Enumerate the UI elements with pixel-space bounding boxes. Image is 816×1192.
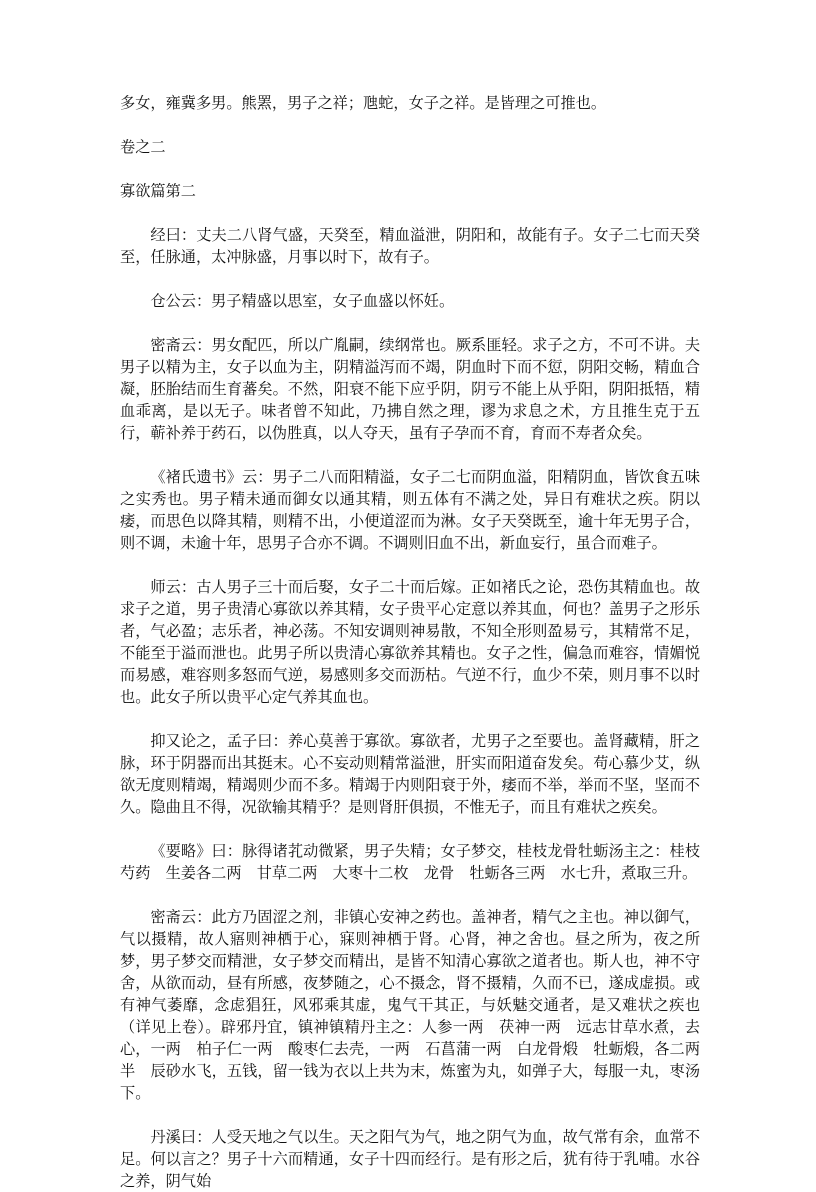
chapter-heading: 寡欲篇第二: [120, 182, 196, 200]
paragraph-closing-line: 多女，雍冀多男。熊罴，男子之祥；虺蛇，女子之祥。是皆理之可推也。: [120, 94, 606, 112]
volume-heading: 卷之二: [120, 138, 166, 156]
paragraph-jing-yue: 经曰：丈夫二八肾气盛，天癸至，精血溢泄，阴阳和，故能有子。女子二七而天癸至，任脉通，太冲脉盛，月事以时下，故有子。: [120, 226, 700, 266]
paragraph-canggong: 仓公云：男子精盛以思室，女子血盛以怀妊。: [150, 292, 455, 310]
paragraph-mizhai-1: 密斋云：男女配匹，所以广胤嗣，续纲常也。厥系匪轻。求子之方，不可不讲。夫男子以精为主，女子以血为主，阴精溢泻而不竭，阴血时下而不愆，阴阳交畅，精血合凝，胚胎结而生育蕃矣。不然，阳衰不能下应乎阴，阴亏不能上从乎阳，阴阳抵牾，精血乖离，是以无子。味者曾不知此，乃拂自然之理，谬为求息之术，方且推生克于五行，蕲补养于药石，以伪胜真，以人夺天，虽有子孕而不育，育而不寿者众矣。: [120, 336, 700, 442]
paragraph-danxi: 丹溪曰：人受天地之气以生。天之阳气为气，地之阴气为血，故气常有余，血常不足。何以言之？男子十六而精通，女子十四而经行。是有形之后，犹有待于乳哺。水谷之养，阴气始: [120, 1128, 700, 1190]
paragraph-mengzi: 抑又论之，孟子曰：养心莫善于寡欲。寡欲者，尤男子之至要也。盖肾藏精，肝之脉，环于阴器而出其挺末。心不妄动则精常溢泄，肝实而阳道奋发矣。苟心慕少艾，纵欲无度则精竭，精竭则少而不多。精竭于内则阳衰于外，痿而不举，举而不坚，坚而不久。隐曲且不得，况欲输其精乎？是则肾肝俱损，不惟无子，而且有难状之疾矣。: [120, 732, 700, 816]
paragraph-mizhai-2: 密斋云：此方乃固涩之剂，非镇心安神之药也。盖神者，精气之主也。神以御气，气以摄精，故人寤则神栖于心，寐则神栖于肾。心肾，神之舍也。昼之所为，夜之所梦，男子梦交而精泄，女子梦交而精出，是皆不知清心寡欲之道者也。斯人也，神不守舍，从欲而动，昼有所感，夜梦随之，心不摄念，肾不摄精，久而不已，遂成虚损。或有神气萎靡，念虑猖狂，风邪乘其虚，鬼气干其正，与妖魅交通者，是又难状之疾也（详见上卷）。辟邪丹宜，镇神镇精丹主之：人参一两 茯神一两 远志甘草水煮，去心，一两 柏子仁一两 酸枣仁去壳，一两 石菖蒲一两 白龙骨煅 牡蛎煅，各二两半 辰砂水飞，五钱，留一钱为衣以上共为末，炼蜜为丸，如弹子大，每服一丸，枣汤下。: [120, 908, 700, 1102]
paragraph-chushi-yishu: 《褚氏遗书》云：男子二八而阳精溢，女子二七而阴血溢，阳精阴血，皆饮食五味之实秀也。男子精未通而御女以通其精，则五体有不满之处，异日有难状之疾。阴以痿，而思色以降其精，则精不出，小便道涩而为淋。女子天癸既至，逾十年无男子合，则不调，未逾十年，思男子合亦不调。不调则旧血不出，新血妄行，虽合而难子。: [120, 468, 700, 552]
paragraph-shi-yun: 师云：古人男子三十而后娶，女子二十而后嫁。正如褚氏之论，恐伤其精血也。故求子之道，男子贵清心寡欲以养其精，女子贵平心定意以养其血，何也？盖男子之形乐者，气必盈；志乐者，神必荡。不知安调则神易散，不知全形则盈易亏，其精常不足，不能至于溢而泄也。此男子所以贵清心寡欲养其精也。女子之性，偏急而难容，情媚悦而易感，难容则多怒而气逆，易感则多交而沥枯。气逆不行，血少不荣，则月事不以时也。此女子所以贵平心定气养其血也。: [120, 578, 700, 706]
paragraph-yaolue: 《要略》曰：脉得诸芤动微紧，男子失精；女子梦交，桂枝龙骨牡蛎汤主之：桂枝 芍药 生姜各二两 甘草二两 大枣十二枚 龙骨 牡蛎各三两 水七升，煮取三升。: [120, 842, 716, 882]
document-page: [120, 92, 716, 1192]
